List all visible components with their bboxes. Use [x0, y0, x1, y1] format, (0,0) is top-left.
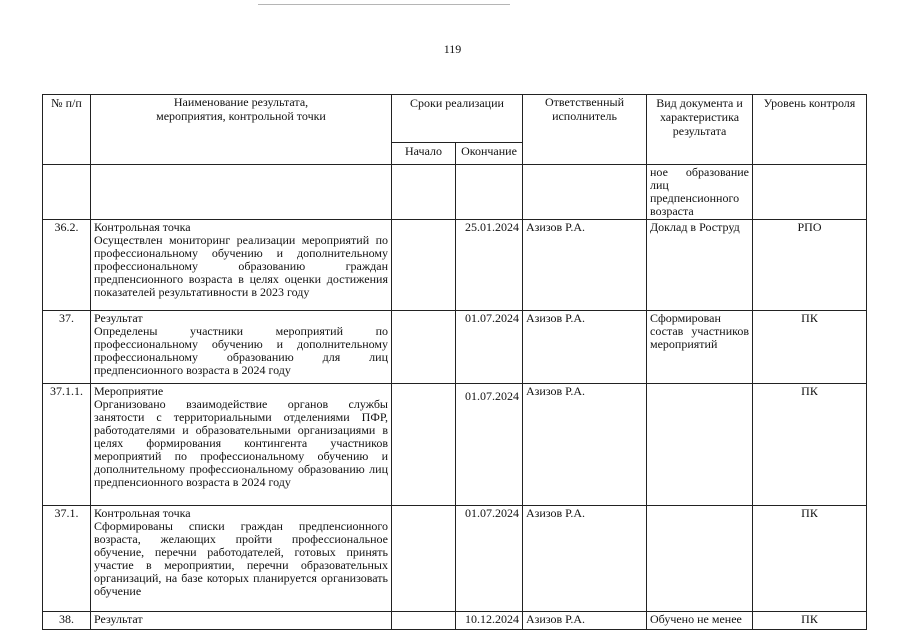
row-doc: Обучено не менее [647, 612, 753, 630]
row-end [456, 612, 523, 630]
table-row [43, 384, 867, 506]
row-end [456, 165, 523, 220]
row-name [91, 311, 392, 384]
row-start [392, 612, 456, 630]
row-responsible: Азизов Р.А. [523, 220, 647, 311]
row-control [753, 165, 867, 220]
row-start [392, 165, 456, 220]
header-terms: Сроки реализации [392, 95, 523, 143]
page-number: 119 [443, 42, 462, 56]
header-end: Окончание [456, 143, 523, 165]
row-start [392, 311, 456, 384]
table-row [43, 311, 867, 384]
row-end [456, 384, 523, 506]
row-doc: Сформирован состав участников мероприятий [647, 311, 753, 384]
row-responsible: Азизов Р.А. [523, 612, 647, 630]
header-start: Начало [392, 143, 456, 165]
row-num: 37.1.1. [43, 384, 91, 506]
row-start [392, 220, 456, 311]
row-end-date: 01.07.2024 [465, 311, 519, 325]
row-responsible: Азизов Р.А. [523, 311, 647, 384]
row-responsible: Азизов Р.А. [523, 384, 647, 506]
table-row [43, 612, 867, 630]
row-control: ПК [753, 506, 867, 612]
row-doc [647, 506, 753, 612]
row-start [392, 384, 456, 506]
row-end-date: 10.12.2024 [465, 612, 519, 626]
header-name: Наименование результата, мероприятия, контрольной точки [91, 95, 392, 165]
scan-header-line [258, 4, 510, 5]
row-doc: ное образование лиц предпенсионного возраста [647, 165, 753, 220]
table-row [43, 165, 867, 220]
row-name [91, 220, 392, 311]
row-text: Определены участники мероприятий по профессиональному обучению и дополнительному профессиональному образованию для лиц предпенсионного возраста в 2024 году [94, 324, 388, 377]
header-responsible: Ответственный исполнитель [523, 95, 647, 165]
row-end-date: 01.07.2024 [465, 389, 519, 403]
row-name [91, 165, 392, 220]
row-type: Результат [94, 612, 143, 626]
plan-table [42, 94, 867, 630]
row-responsible [523, 165, 647, 220]
header-doc-type: Вид документа и характеристика результата [647, 95, 753, 165]
row-control: ПК [753, 612, 867, 630]
header-control: Уровень контроля [753, 95, 867, 165]
row-start [392, 506, 456, 612]
row-name [91, 612, 392, 630]
row-control: ПК [753, 311, 867, 384]
row-name [91, 506, 392, 612]
row-end-date: 25.01.2024 [465, 220, 519, 234]
row-responsible: Азизов Р.А. [523, 506, 647, 612]
row-name [91, 384, 392, 506]
row-type: Контрольная точка [94, 220, 191, 234]
row-text: Организовано взаимодействие органов службы занятости с территориальными отделениями ПФР, работодателями и образовательными организациями в целях формирования контингента участников мероприятий по профессиональному обучению и дополнительному профессиональному образованию лиц предпенсионного возраста в 2024 году [94, 397, 388, 489]
row-end [456, 311, 523, 384]
row-type: Мероприятие [94, 384, 164, 398]
row-text: Сформированы списки граждан предпенсионного возраста, желающих пройти профессиональное обучение, перечни работодателей, готовых принять участие в мероприятии, перечни образовательных организаций, на базе которых планируется организовать обучение [94, 519, 388, 598]
row-num: 37.1. [43, 506, 91, 612]
row-control: РПО [753, 220, 867, 311]
row-type: Результат [94, 311, 143, 325]
header-row [43, 95, 867, 143]
row-num: 38. [43, 612, 91, 630]
header-num: № п/п [43, 95, 91, 165]
table-row [43, 506, 867, 612]
row-end-date: 01.07.2024 [465, 506, 519, 520]
row-end [456, 506, 523, 612]
row-text: Осуществлен мониторинг реализации мероприятий по профессиональному обучению и дополнительному профессиональному образованию граждан предпенсионного возраста в целях оценки достижения показателей результативности в 2023 году [94, 233, 388, 299]
row-num: 37. [43, 311, 91, 384]
row-end [456, 220, 523, 311]
row-num [43, 165, 91, 220]
row-doc [647, 384, 753, 506]
row-type: Контрольная точка [94, 506, 191, 520]
row-doc: Доклад в Роструд [647, 220, 753, 311]
table-row [43, 220, 867, 311]
row-control: ПК [753, 384, 867, 506]
row-num: 36.2. [43, 220, 91, 311]
